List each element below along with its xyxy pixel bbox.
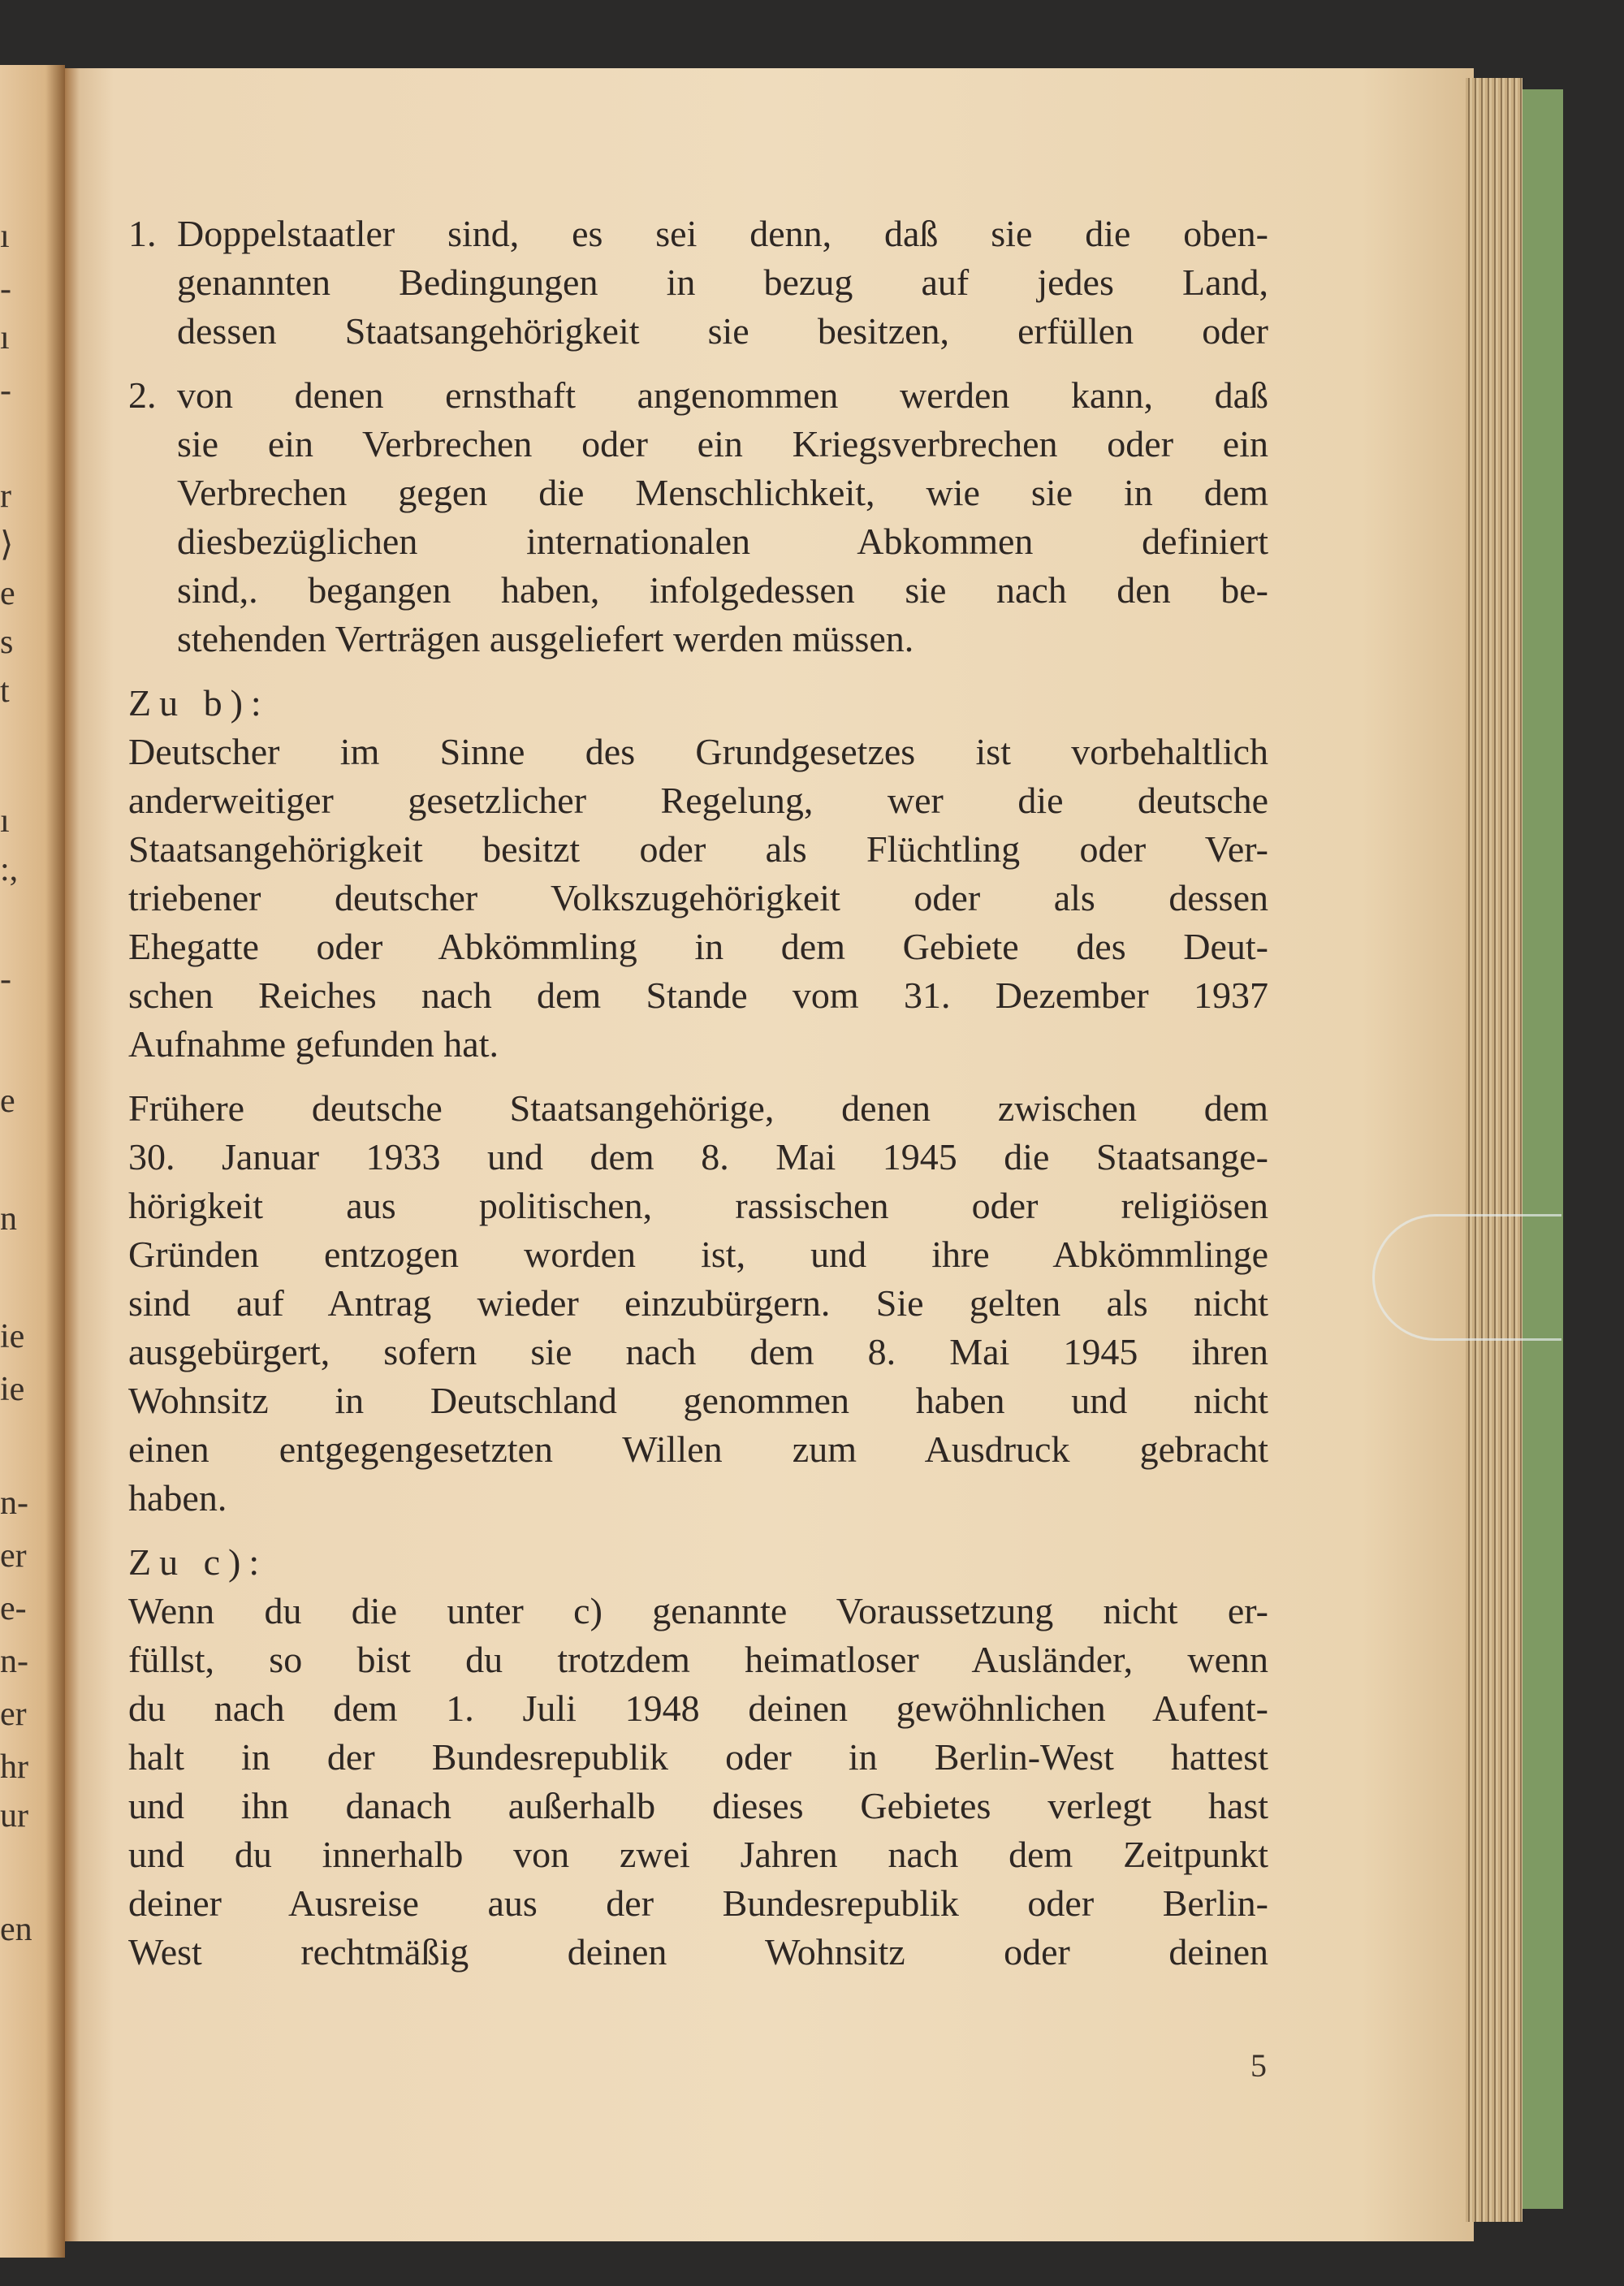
- text-line: genannten Bedingungen in bezug auf jedes Land,: [177, 261, 1268, 303]
- text-line: Verbrechen gegen die Menschlichkeit, wie sie in dem: [177, 472, 1268, 513]
- paragraph: [128, 728, 1268, 1069]
- facing-page-fragment: ı: [0, 218, 10, 255]
- text-line: Gründen entzogen worden ist, und ihre Abkömmlinge: [128, 1234, 1268, 1275]
- text-line: West rechtmäßig deinen Wohnsitz oder deinen: [128, 1931, 1268, 1973]
- facing-page-fragment: en: [0, 1911, 32, 1948]
- facing-page-fragment: r: [0, 478, 11, 515]
- facing-page-fragment: n-: [0, 1643, 28, 1680]
- text-line: dessen Staatsangehörigkeit sie besitzen, erfüllen oder: [177, 310, 1268, 352]
- paragraph: [128, 1084, 1268, 1523]
- text-line: und ihn danach außerhalb dieses Gebietes verlegt hast: [128, 1785, 1268, 1826]
- text-line: sind auf Antrag wieder einzubürgern. Sie gelten als nicht: [128, 1282, 1268, 1324]
- text-line: einen entgegengesetzten Willen zum Ausdruck gebracht: [128, 1428, 1268, 1470]
- page-number: 5: [1250, 2047, 1267, 2084]
- text-line: schen Reiches nach dem Stande vom 31. Dezember 1937: [128, 974, 1268, 1016]
- facing-page-fragment: ⟩: [0, 526, 14, 564]
- text-line: sind,. begangen haben, infolgedessen sie nach den be-: [177, 569, 1268, 611]
- paragraph: [128, 1587, 1268, 1977]
- facing-page-fragment: -: [0, 372, 11, 409]
- list-number: 2.: [128, 374, 157, 416]
- text-line: von denen ernsthaft angenommen werden kann, daß: [177, 374, 1268, 416]
- list-number: 1.: [128, 213, 157, 254]
- text-line: du nach dem 1. Juli 1948 deinen gewöhnlichen Aufent-: [128, 1687, 1268, 1729]
- facing-page-fragment: :,: [0, 851, 19, 888]
- page-edges: [1466, 78, 1522, 2222]
- facing-page-fragment: ur: [0, 1797, 28, 1834]
- text-line: Staatsangehörigkeit besitzt oder als Flüchtling oder Ver-: [128, 828, 1268, 870]
- text-line: Aufnahme gefunden hat.: [128, 1023, 499, 1065]
- text-line: Wohnsitz in Deutschland genommen haben und nicht: [128, 1380, 1268, 1421]
- text-line: Wenn du die unter c) genannte Voraussetzung nicht er-: [128, 1590, 1268, 1631]
- text-line: halt in der Bundesrepublik oder in Berlin-West hattest: [128, 1736, 1268, 1778]
- facing-page-fragment: -: [0, 961, 11, 998]
- facing-page-fragment: t: [0, 672, 10, 710]
- text-line: sie ein Verbrechen oder ein Kriegsverbrechen oder ein: [177, 423, 1268, 465]
- facing-page-fragment: ı: [0, 319, 10, 357]
- text-line: Deutscher im Sinne des Grundgesetzes ist vorbehaltlich: [128, 731, 1268, 772]
- page-text: [128, 210, 1268, 1977]
- text-line: 30. Januar 1933 und dem 8. Mai 1945 die Staatsange-: [128, 1136, 1268, 1178]
- facing-page-fragment: ı: [0, 802, 10, 840]
- text-line: Frühere deutsche Staatsangehörige, denen zwischen dem: [128, 1087, 1268, 1129]
- text-line: füllst, so bist du trotzdem heimatloser Ausländer, wenn: [128, 1639, 1268, 1680]
- text-line: ausgebürgert, sofern sie nach dem 8. Mai 1945 ihren: [128, 1331, 1268, 1372]
- facing-page-fragment: e: [0, 575, 15, 612]
- facing-page-fragment: n-: [0, 1484, 28, 1522]
- facing-page-fragment: e: [0, 1083, 15, 1120]
- text-line: und du innerhalb von zwei Jahren nach dem Zeitpunkt: [128, 1834, 1268, 1875]
- facing-page-fragment: ie: [0, 1318, 25, 1355]
- section-heading: Zu c):: [128, 1541, 268, 1583]
- facing-page-fragment: ie: [0, 1371, 25, 1408]
- facing-page-fragment: s: [0, 624, 14, 661]
- text-line: Ehegatte oder Abkömmling in dem Gebiete des Deut-: [128, 926, 1268, 967]
- text-line: stehenden Verträgen ausgeliefert werden müssen.: [177, 618, 914, 659]
- facing-page-fragment: hr: [0, 1748, 28, 1786]
- facing-page-fragment: e-: [0, 1590, 27, 1627]
- text-line: anderweitiger gesetzlicher Regelung, wer die deutsche: [128, 780, 1268, 821]
- text-line: deiner Ausreise aus der Bundesrepublik oder Berlin-: [128, 1882, 1268, 1924]
- facing-page-fragment: n: [0, 1200, 17, 1238]
- book-cover-edge: [1522, 89, 1563, 2209]
- list-item: [128, 371, 1268, 663]
- paper-clip: [1372, 1214, 1561, 1341]
- text-line: Doppelstaatler sind, es sei denn, daß sie die oben-: [177, 213, 1268, 254]
- facing-page-fragment: -: [0, 270, 11, 308]
- section-heading: Zu b):: [128, 682, 270, 724]
- list-item: [128, 210, 1268, 356]
- text-line: haben.: [128, 1477, 227, 1519]
- text-line: triebener deutscher Volkszugehörigkeit oder als dessen: [128, 877, 1268, 918]
- text-line: hörigkeit aus politischen, rassischen oder religiösen: [128, 1185, 1268, 1226]
- text-line: diesbezüglichen internationalen Abkommen definiert: [177, 521, 1268, 562]
- facing-page-fragment: er: [0, 1696, 27, 1733]
- facing-page-fragment: er: [0, 1537, 27, 1575]
